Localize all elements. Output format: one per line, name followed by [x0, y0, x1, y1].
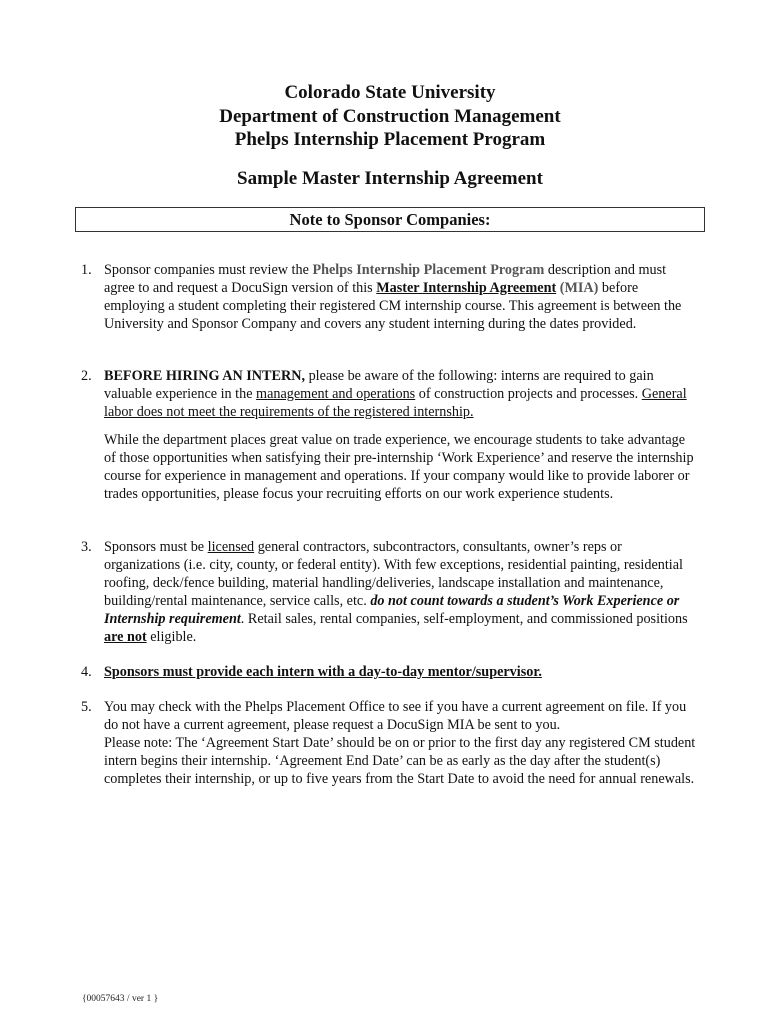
note-box-title: Note to Sponsor Companies:: [289, 210, 491, 229]
list-item-2: [81, 367, 696, 503]
item-number: 1.: [81, 262, 92, 278]
document-header: [0, 81, 770, 152]
document-title: Sample Master Internship Agreement: [237, 168, 543, 189]
before-hiring-lead: BEFORE HIRING AN INTERN,: [104, 368, 306, 384]
list-item-4: [81, 663, 696, 681]
item-4-text: Sponsors must provide each intern with a day-to-day mentor/supervisor.: [104, 664, 542, 680]
program-name-emphasis: Phelps Internship Placement Program: [312, 262, 545, 278]
university-name: Colorado State University: [284, 82, 496, 103]
program-name: Phelps Internship Placement Program: [234, 129, 546, 150]
item-number: 2.: [81, 368, 92, 384]
mgmt-ops-underline: management and operations: [256, 386, 416, 402]
item-2-paragraph-2: While the department places great value on trade experience, we encourage students to take advantage of those opportunities when satisfying their pre-internship ‘Work Experience’ and reserve the internship course for experience in management and operations. If your company would like to provide laborer or trades opportunities, please focus your recruiting efforts on our work experience students.: [104, 432, 694, 502]
item-2-text: BEFORE HIRING AN INTERN, please be aware of the following: interns are required to gain valuable experience in the management and operations of construction projects and processes. General labor does not meet the requirements of the registered internship.: [104, 368, 687, 420]
item-number: 5.: [81, 699, 92, 715]
item-number: 4.: [81, 664, 92, 680]
licensed-underline: licensed: [207, 539, 255, 555]
item-5-please-note: Please note: The ‘Agreement Start Date’ should be on or prior to the first day any registered CM student intern begins their internship. ‘Agreement End Date’ can be as early as the day after the student(s) completes their internship, or up to five years from the Start Date to avoid the need for annual renewals.: [104, 735, 696, 787]
mia-abbreviation: (MIA): [559, 280, 599, 296]
item-number: 3.: [81, 539, 92, 555]
list-item-5: [81, 698, 696, 788]
department-name: Department of Construction Management: [219, 105, 561, 127]
agreement-name-emphasis: Master Internship Agreement: [376, 280, 557, 296]
general-labor-note: General labor does not meet the requirements of the registered internship.: [104, 386, 687, 420]
work-experience-emphasis: do not count towards a student’s Work Experience or Internship requirement: [104, 593, 680, 627]
list-item-1: [81, 261, 696, 333]
item-3-text: Sponsors must be licensed general contractors, subcontractors, consultants, owner’s reps or organizations (i.e. city, county, or federal entity). With few exceptions, residential painting, residential roofing, deck/fence building, material handling/deliveries, landscape installation and maintenance, building/rental maintenance, service calls, etc. do not count towards a student’s Work Experience or Internship requirement. Retail sales, rental companies, self-employment, and commissioned positions are not eligible.: [104, 539, 688, 645]
note-box: [75, 207, 705, 232]
item-1-text: Sponsor companies must review the Phelps Internship Placement Program description and must agree to and request a DocuSign version of this Master Internship Agreement (MIA) before employing a student completing their registered CM internship course. This agreement is between the University and Sponsor Company and covers any student interning during the dates provided.: [104, 262, 682, 332]
document-id-footer: {00057643 / ver 1 }: [82, 994, 159, 1004]
list-item-3: [81, 538, 696, 646]
item-5-text: You may check with the Phelps Placement Office to see if you have a current agreement on file. If you do not have a current agreement, please request a DocuSign MIA be sent to you.: [104, 699, 687, 733]
are-not-emphasis: are not: [104, 629, 147, 645]
